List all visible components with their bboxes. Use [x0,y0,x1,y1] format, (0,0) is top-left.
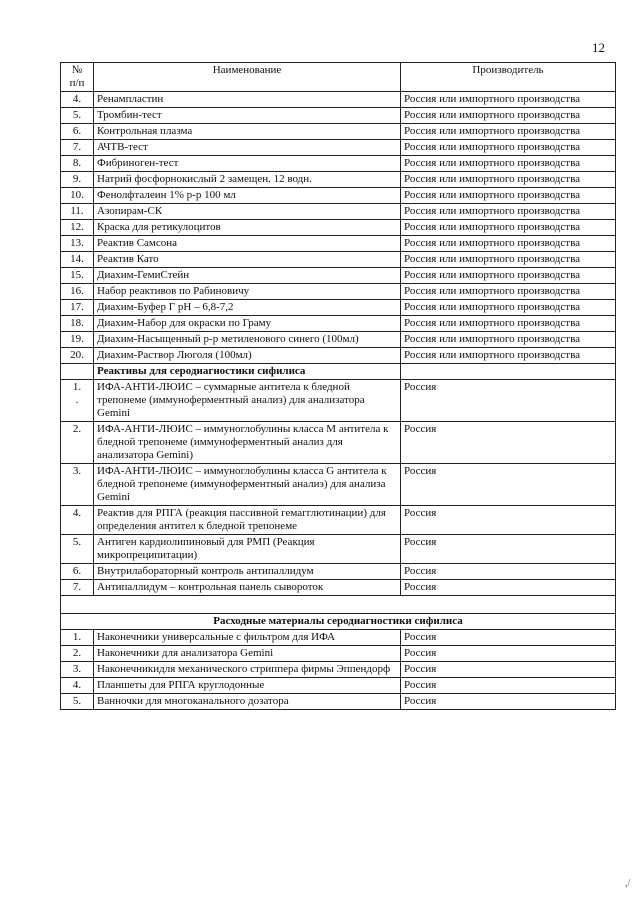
row-maker: Россия или импортного производства [401,348,616,364]
row-maker: Россия [401,630,616,646]
row-name: ИФА-АНТИ-ЛЮИС – суммарные антитела к бледной трепонеме (иммуноферментный анализ) для анализатора Gemini [94,380,401,422]
table-row [61,506,616,535]
row-name: Антиген кардиолипиновый для РМП (Реакция микропреципитации) [94,535,401,564]
row-maker: Россия [401,506,616,535]
row-number: 11. [61,204,94,220]
row-maker: Россия [401,646,616,662]
row-number: 13. [61,236,94,252]
row-number: 10. [61,188,94,204]
table-row [61,92,616,108]
reagents-rows [61,92,616,364]
table-row [61,662,616,678]
table-row [61,348,616,364]
table-row [61,284,616,300]
row-name: Ренампластин [94,92,401,108]
row-maker: Россия или импортного производства [401,220,616,236]
row-number: 8. [61,156,94,172]
row-number: 2. [61,646,94,662]
row-number: 17. [61,300,94,316]
row-number: 18. [61,316,94,332]
row-maker: Россия [401,535,616,564]
row-maker: Россия или импортного производства [401,140,616,156]
row-number: 9. [61,172,94,188]
row-name: Фибриноген-тест [94,156,401,172]
row-name: Азопирам-СК [94,204,401,220]
row-name: Внутрилабораторный контроль антипаллидум [94,564,401,580]
table-row [61,464,616,506]
row-name: Наконечники универсальные с фильтром для ИФА [94,630,401,646]
table-row [61,188,616,204]
table-row [61,535,616,564]
row-number: 6. [61,564,94,580]
row-number: 1. [61,630,94,646]
row-maker: Россия [401,564,616,580]
row-name: Фенолфталеин 1% р-р 100 мл [94,188,401,204]
table-row [61,630,616,646]
row-number: 7. [61,580,94,596]
row-maker: Россия или импортного производства [401,108,616,124]
row-maker: Россия [401,694,616,710]
row-number: 3. [61,464,94,506]
table-header-row [61,63,616,92]
row-maker: Россия [401,422,616,464]
row-number: 14. [61,252,94,268]
row-name: Диахим-Насыщенный р-р метиленового синего (100мл) [94,332,401,348]
table-row [61,678,616,694]
row-number: 20. [61,348,94,364]
row-name: Диахим-ГемиСтейн [94,268,401,284]
row-maker: Россия [401,380,616,422]
row-maker: Россия или импортного производства [401,252,616,268]
row-name: АЧТВ-тест [94,140,401,156]
row-maker: Россия или импортного производства [401,156,616,172]
table-row [61,172,616,188]
table-row [61,380,616,422]
row-number: 7. [61,140,94,156]
row-maker: Россия или импортного производства [401,236,616,252]
row-maker: Россия [401,662,616,678]
row-number: 5. [61,694,94,710]
table-row [61,300,616,316]
table-row [61,204,616,220]
row-name: Тромбин-тест [94,108,401,124]
row-maker: Россия [401,464,616,506]
row-name: Реактив Самсона [94,236,401,252]
row-maker: Россия [401,580,616,596]
row-number: 16. [61,284,94,300]
row-name: Диахим-Раствор Люголя (100мл) [94,348,401,364]
row-number: 19. [61,332,94,348]
row-number: 1. . [61,380,94,422]
row-name: Наконечникидля механического стриппера фирмы Эппендорф [94,662,401,678]
section-title-reagents: Реактивы для серодиагностики сифилиса [94,364,401,380]
row-name: Реактив Като [94,252,401,268]
row-number: 4. [61,678,94,694]
syphilis-section-header [61,364,616,380]
table-row [61,108,616,124]
table-row [61,268,616,284]
row-name: ИФА-АНТИ-ЛЮИС – иммуноглобулины класса М антитела к бледной трепонеме (иммуноферментный анализ для анализатора Gemini) [94,422,401,464]
row-maker: Россия или импортного производства [401,300,616,316]
row-number: 3. [61,662,94,678]
table-row [61,220,616,236]
row-maker: Россия или импортного производства [401,268,616,284]
table-row [61,140,616,156]
syphilis-reagent-rows [61,380,616,596]
page-number: 12 [592,40,605,55]
row-maker: Россия или импортного производства [401,124,616,140]
row-maker: Россия или импортного производства [401,92,616,108]
row-name: Краска для ретикулоцитов [94,220,401,236]
row-number: 12. [61,220,94,236]
row-number: 4. [61,506,94,535]
section-title-consumables: Расходные материалы серодиагностики сифилиса [61,614,616,630]
reagents-table [60,62,616,710]
row-name: Антипаллидум – контрольная панель сывороток [94,580,401,596]
header-number: № п/п [61,63,94,92]
table-row [61,124,616,140]
table-row [61,694,616,710]
row-name: Набор реактивов по Рабиновичу [94,284,401,300]
row-name: Контрольная плазма [94,124,401,140]
row-name: ИФА-АНТИ-ЛЮИС – иммуноглобулины класса G антитела к бледной трепонеме (иммуноферментный анализ) для анализа Gemini [94,464,401,506]
table-row [61,316,616,332]
row-name: Диахим-Буфер Г рН – 6,8-7,2 [94,300,401,316]
row-number: 6. [61,124,94,140]
table-row [61,422,616,464]
row-name: Планшеты для РПГА круглодонные [94,678,401,694]
consumables-rows [61,630,616,710]
header-maker: Производитель [401,63,616,92]
table-row [61,156,616,172]
row-name: Наконечники для анализатора Gemini [94,646,401,662]
table-row [61,646,616,662]
table-row [61,252,616,268]
row-number: 5. [61,535,94,564]
row-maker: Россия или импортного производства [401,188,616,204]
row-number: 4. [61,92,94,108]
row-name: Натрий фосфорнокислый 2 замещен. 12 водн. [94,172,401,188]
row-maker: Россия или импортного производства [401,204,616,220]
row-maker: Россия или импортного производства [401,284,616,300]
row-maker: Россия или импортного производства [401,316,616,332]
table-row [61,236,616,252]
table-row [61,332,616,348]
row-name: Диахим-Набор для окраски по Граму [94,316,401,332]
header-name: Наименование [94,63,401,92]
row-maker: Россия или импортного производства [401,172,616,188]
corner-mark: ,/ [625,878,631,889]
consumables-section-header [61,596,616,630]
row-number: 2. [61,422,94,464]
table-row [61,580,616,596]
row-number: 5. [61,108,94,124]
table-row [61,564,616,580]
row-name: Реактив для РПГА (реакция пассивной гемагглютинации) для определения антител к бледной трепонеме [94,506,401,535]
row-name: Ванночки для многоканального дозатора [94,694,401,710]
row-number: 15. [61,268,94,284]
row-maker: Россия [401,678,616,694]
row-maker: Россия или импортного производства [401,332,616,348]
